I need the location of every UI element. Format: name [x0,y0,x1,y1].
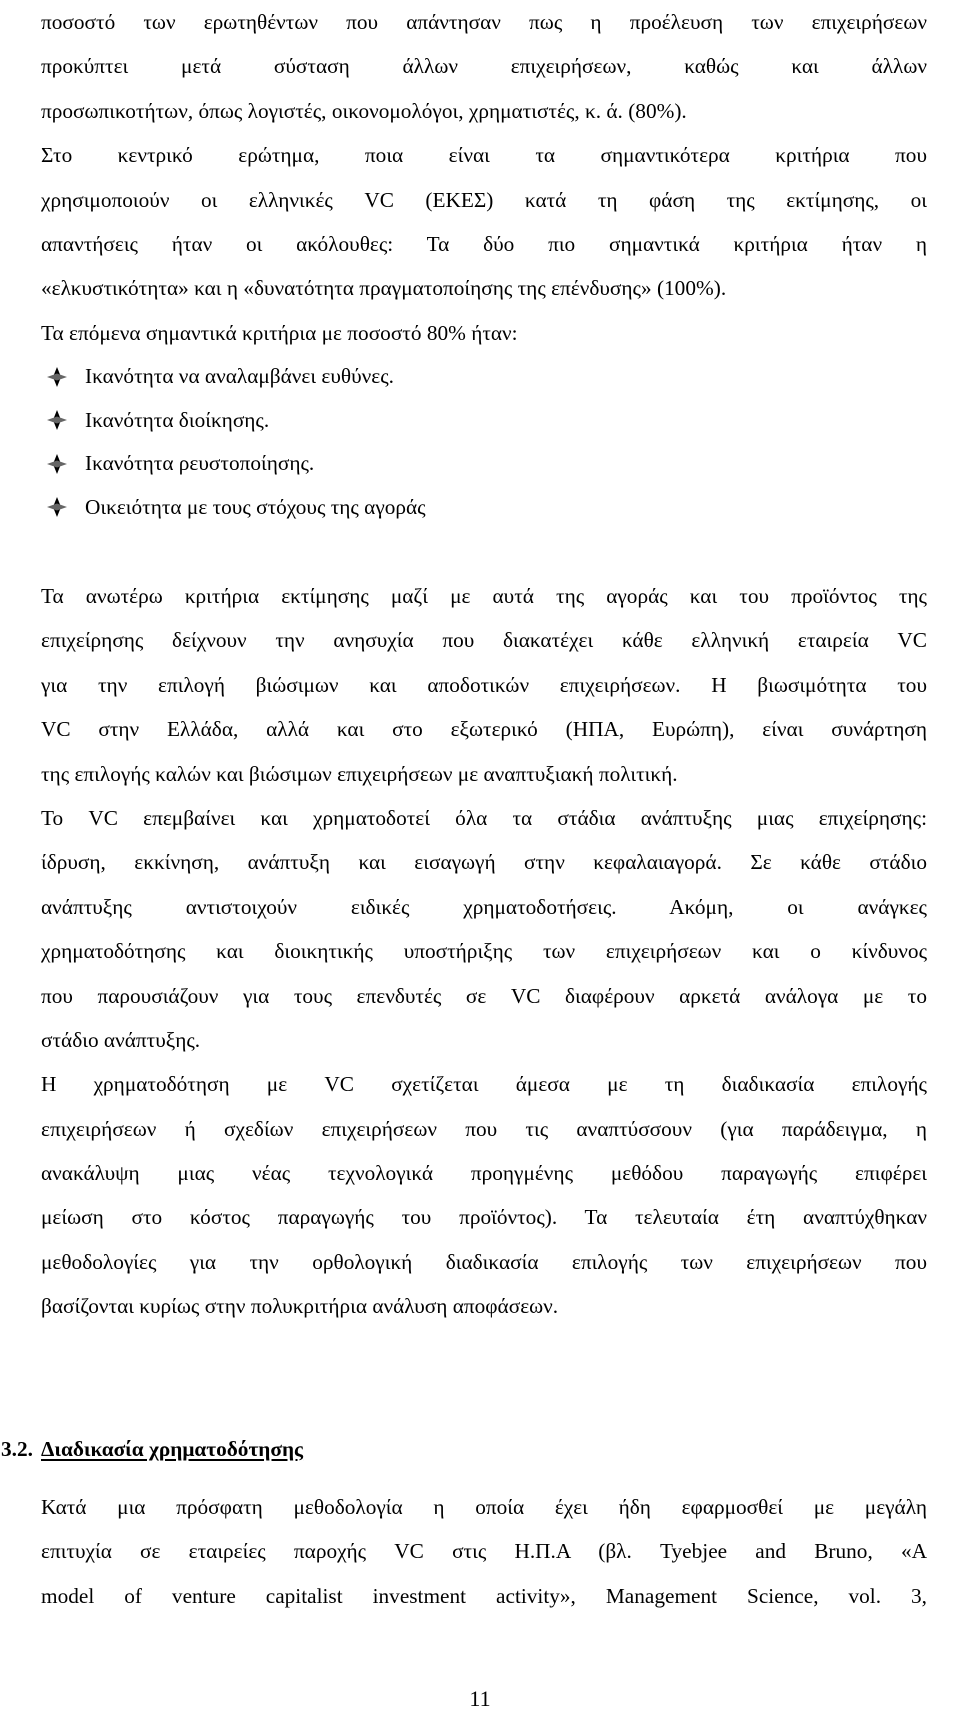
text-line: ποσοστό των ερωτηθέντων που απάντησαν πως η προέλευση των επιχειρήσεων [41,10,927,34]
text-line: για την επιλογή βιώσιμων και αποδοτικών επιχειρήσεων. Η βιωσιμότητα του [41,672,927,697]
bullet-text: Οικειότητα με τους στόχους της αγοράς [85,494,426,519]
section-number: 3.2. [1,1437,33,1461]
bullet-text: Ικανότητα διοίκησης. [85,407,270,432]
text-line: απαντήσεις ήταν οι ακόλουθες: Τα δύο πιο σημαντικά κριτήρια ήταν η [41,231,927,256]
text-line: Κατά μια πρόσφατη μεθοδολογία η οποία έχει ήδη εφαρμοσθεί με μεγάλη [41,1495,927,1519]
bullet-item [41,399,927,443]
page-number: 11 [469,1686,491,1711]
text-line: επιχείρησης δείχνουν την ανησυχία που διακατέχει κάθε ελληνική εταιρεία VC [41,628,927,653]
text-line: προκύπτει μετά σύσταση άλλων επιχειρήσεων, καθώς και άλλων [41,54,927,79]
diamond-bullet-icon [44,409,70,431]
text-line: Η χρηματοδότηση με VC σχετίζεται άμεσα με τη διαδικασία επιλογής [41,1072,927,1097]
text-line: επιτυχία σε εταιρείες παροχής VC στις Η.Π.Α (βλ. Tyebjee and Bruno, «A [41,1539,927,1564]
bullet-item [41,486,927,530]
text-line: Στο κεντρικό ερώτημα, ποια είναι τα σημαντικότερα κριτήρια που [41,143,927,168]
text-line: model of venture capitalist investment activity», Management Science, vol. 3, [41,1583,927,1608]
text-line: ανάπτυξης αντιστοιχούν ειδικές χρηματοδοτήσεις. Ακόμη, οι ανάγκες [41,894,927,919]
bullet-item [41,355,927,399]
diamond-bullet-icon [44,453,70,475]
diamond-bullet-icon [44,496,70,518]
text-line: της επιλογής καλών και βιώσιμων επιχειρήσεων με αναπτυξιακή πολιτική. [41,761,678,786]
text-line: χρησιμοποιούν οι ελληνικές VC (ΕΚΕΣ) κατά τη φάση της εκτίμησης, οι [41,187,927,212]
text-line: προσωπικοτήτων, όπως λογιστές, οικονομολόγοι, χρηματιστές, κ. ά. (80%). [41,98,687,123]
diamond-bullet-icon [44,366,70,388]
intro-paragraphs [41,0,927,355]
text-line: βασίζονται κυρίως στην πολυκριτήρια ανάλυση αποφάσεων. [41,1294,559,1319]
bullet-text: Ικανότητα ρευστοποίησης. [85,451,315,475]
text-line: Το VC επεμβαίνει και χρηματοδοτεί όλα τα στάδια ανάπτυξης μιας επιχείρησης: [41,805,927,830]
section-title: Διαδικασία χρηματοδότησης [41,1437,304,1461]
text-line: χρηματοδότησης και διοικητικής υποστήριξης των επιχειρήσεων και ο κίνδυνος [41,939,927,964]
bullet-item [41,442,927,486]
text-line: ίδρυση, εκκίνηση, ανάπτυξη και εισαγωγή στην κεφαλαιαγορά. Σε κάθε στάδιο [41,850,927,875]
section-heading [0,1427,960,1471]
text-line: που παρουσιάζουν για τους επενδυτές σε VC διαφέρουν αρκετά ανάλογα με το [41,983,927,1008]
section-paragraph [41,1485,927,1618]
criteria-bullet-list [41,355,927,529]
text-line: Τα επόμενα σημαντικά κριτήρια με ποσοστό 80% ήταν: [41,320,518,345]
text-line: «ελκυστικότητα» και η «δυνατότητα πραγματοποίησης της επένδυσης» (100%). [41,276,727,301]
text-line: στάδιο ανάπτυξης. [41,1027,201,1052]
bullet-text: Ικανότητα να αναλαμβάνει ευθύνες. [85,364,394,388]
body-paragraphs [41,574,927,1329]
text-line: Τα ανωτέρω κριτήρια εκτίμησης μαζί με αυτά της αγοράς και του προϊόντος της [41,584,927,608]
text-line: μεθοδολογίες για την ορθολογική διαδικασία επιλογής των επιχειρήσεων που [41,1249,927,1274]
text-line: μείωση στο κόστος παραγωγής του προϊόντος). Τα τελευταία έτη αναπτύχθηκαν [41,1205,927,1230]
text-line: επιχειρήσεων ή σχεδίων επιχειρήσεων που τις αναπτύσσουν (για παράδειγμα, η [41,1116,927,1141]
text-line: VC στην Ελλάδα, αλλά και στο εξωτερικό (ΗΠΑ, Ευρώπη), είναι συνάρτηση [41,717,927,742]
text-line: ανακάλυψη μιας νέας τεχνολογικά προηγμένης μεθόδου παραγωγής επιφέρει [41,1161,927,1186]
